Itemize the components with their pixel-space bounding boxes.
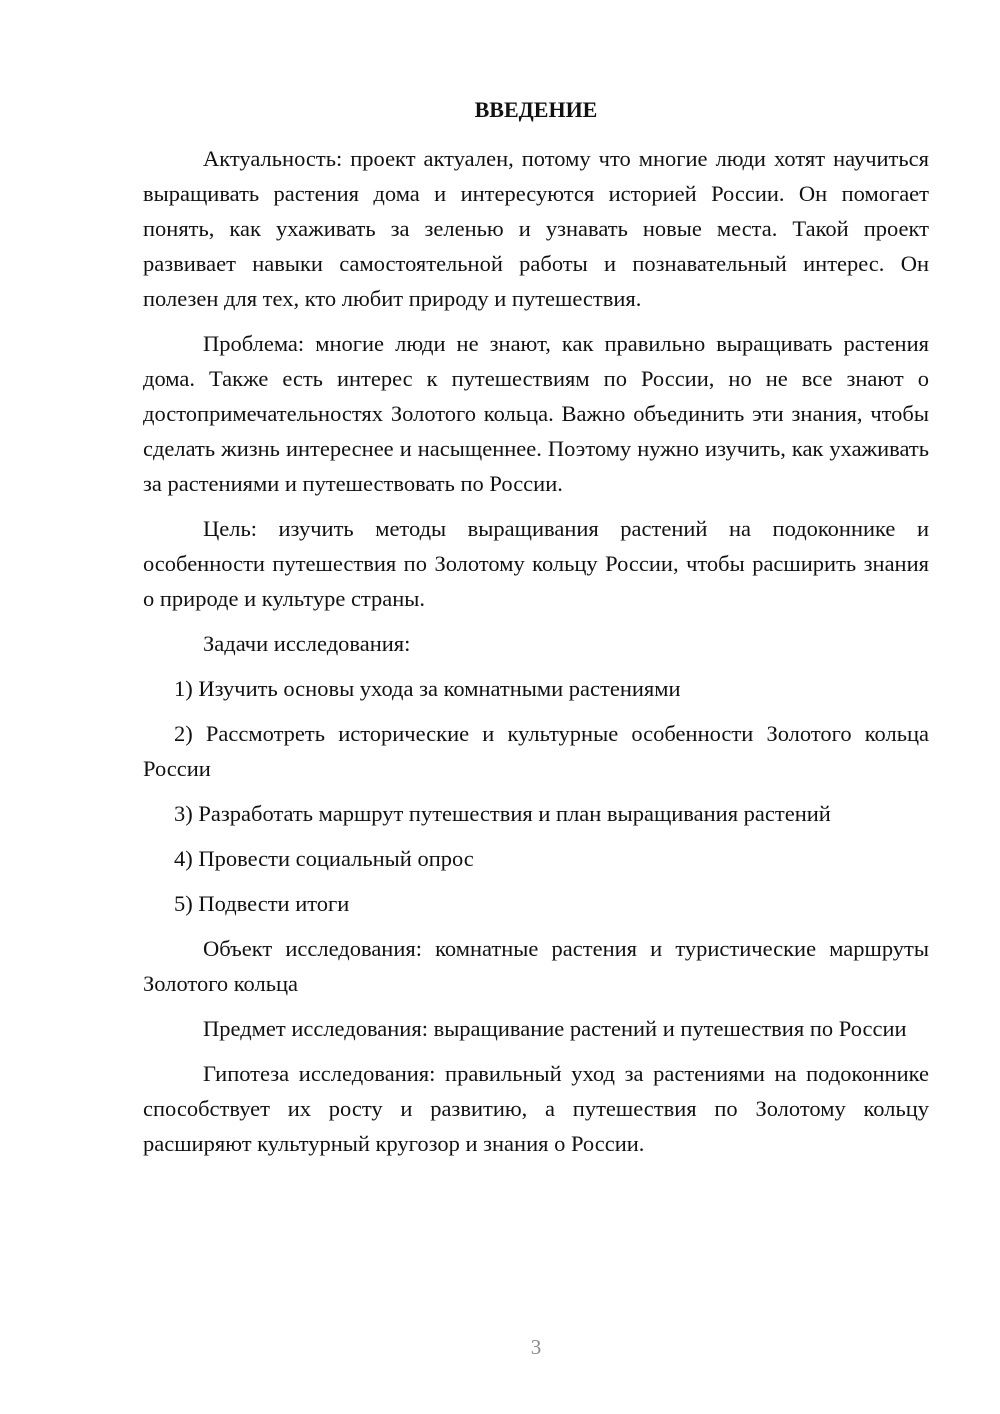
subject-paragraph: Предмет исследования: выращивание растений и путешествия по России <box>203 1016 907 1041</box>
task-item: 2) Рассмотреть исторические и культурные особенности Золотого кольца России <box>143 721 929 781</box>
page-number: 3 <box>530 1335 542 1359</box>
tasks-list <box>143 671 929 921</box>
hypothesis-paragraph: Гипотеза исследования: правильный уход за растениями на подоконнике способствует их росту и развитию, а путешествия по Золотому кольцу расширяют культурный кругозор и знания о России. <box>143 1061 929 1156</box>
task-item: 5) Подвести итоги <box>174 891 350 916</box>
task-item: 1) Изучить основы ухода за комнатными растениями <box>174 676 681 701</box>
task-item: 4) Провести социальный опрос <box>174 846 474 871</box>
task-item: 3) Разработать маршрут путешествия и план выращивания растений <box>174 801 831 826</box>
page-title: ВВЕДЕНИЕ <box>474 97 598 122</box>
tasks-heading: Задачи исследования: <box>203 631 411 656</box>
relevance-paragraph: Актуальность: проект актуален, потому что многие люди хотят научиться выращивать растения дома и интересуются историей России. Он помогает понять, как ухаживать за зеленью и узнавать новые места. Такой проект развивает навыки самостоятельной работы и познавательный интерес. Он полезен для тех, кто любит природу и путешествия. <box>143 146 929 311</box>
problem-paragraph: Проблема: многие люди не знают, как правильно выращивать растения дома. Также есть интерес к путешествиям по России, но не все знают о достопримечательностях Золотого кольца. Важно объединить эти знания, чтобы сделать жизнь интереснее и насыщеннее. Поэтому нужно изучить, как ухаживать за растениями и путешествовать по России. <box>143 331 929 496</box>
object-paragraph: Объект исследования: комнатные растения и туристические маршруты Золотого кольца <box>143 936 929 996</box>
goal-paragraph: Цель: изучить методы выращивания растений на подоконнике и особенности путешествия по Золотому кольцу России, чтобы расширить знания о природе и культуре страны. <box>143 516 929 611</box>
document-body <box>143 141 929 1161</box>
